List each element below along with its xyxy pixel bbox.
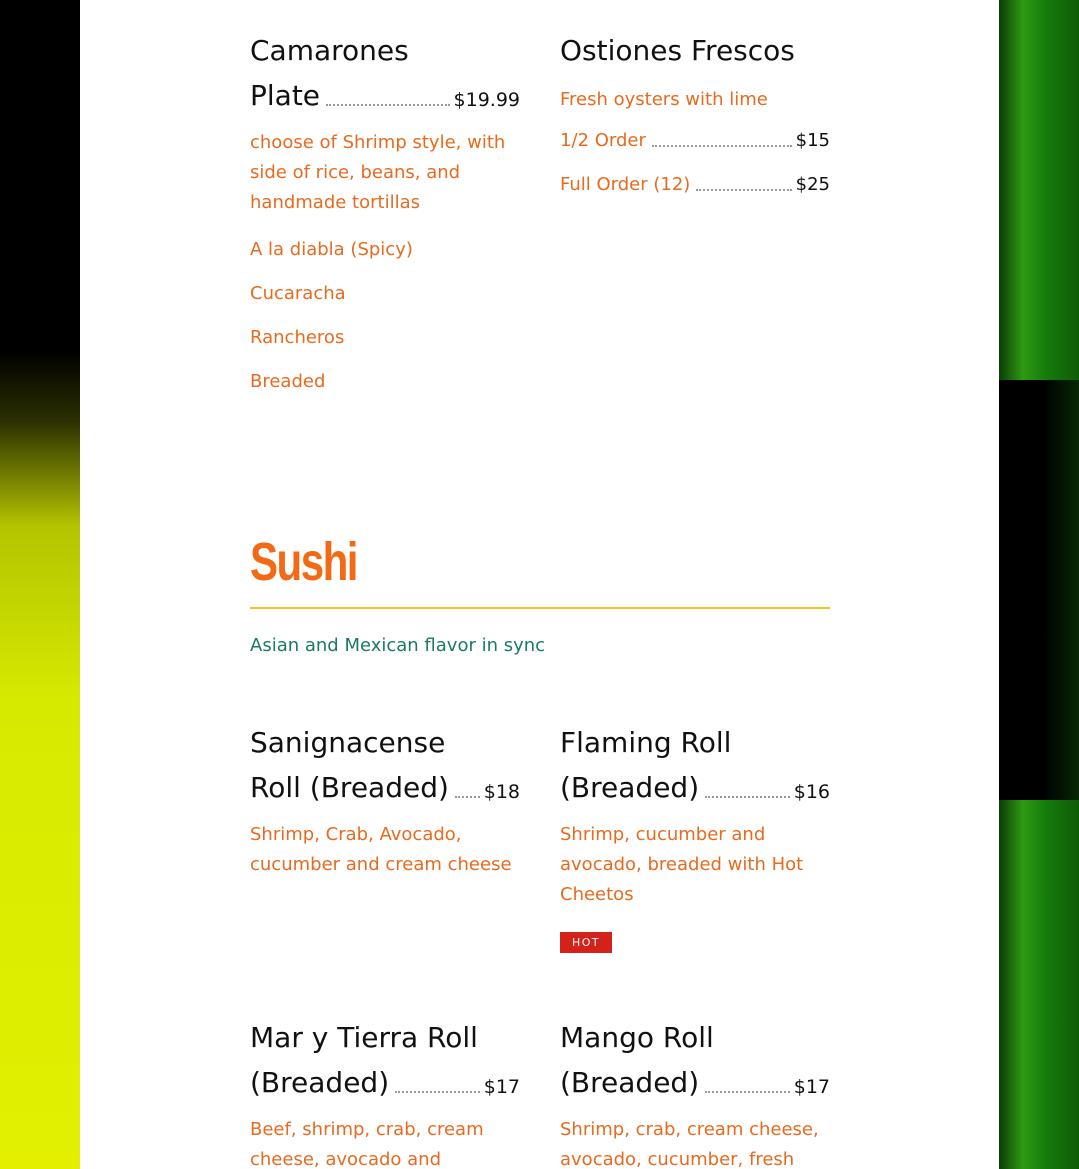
option-item: Cucaracha — [250, 283, 346, 304]
item-name-line1: Sanignacense — [250, 726, 446, 759]
menu-item-mar-y-tierra-roll — [250, 1015, 520, 1169]
item-title — [250, 28, 520, 118]
menu-item-flaming-roll — [560, 720, 830, 953]
item-price: $17 — [793, 1076, 830, 1098]
section-divider — [250, 607, 830, 609]
option-item: Rancheros — [250, 327, 345, 348]
item-title — [250, 720, 520, 810]
item-description: Fresh oysters with lime — [560, 89, 768, 110]
item-name-line2: Plate — [250, 79, 321, 112]
price-leader — [705, 1090, 790, 1093]
menu-page — [80, 0, 999, 1169]
variant-price: $15 — [795, 130, 830, 151]
hot-badge: HOT — [560, 932, 612, 953]
item-name-line2: (Breaded) — [560, 771, 700, 804]
item-description: Beef, shrimp, crab, cream cheese, avocado and — [250, 1119, 484, 1169]
price-leader — [395, 1090, 480, 1093]
item-name-line2: (Breaded) — [560, 1066, 700, 1099]
option-item: A la diabla (Spicy) — [250, 239, 413, 260]
variant-row — [560, 129, 830, 153]
price-leader — [326, 103, 449, 106]
item-name-line2: Roll (Breaded) — [250, 771, 449, 804]
price-leader — [705, 795, 790, 798]
item-title — [560, 720, 830, 810]
item-name-line2: (Breaded) — [250, 1066, 390, 1099]
menu-item-sanignacense-roll — [250, 720, 520, 880]
section-subtitle: Asian and Mexican flavor in sync — [250, 635, 546, 656]
price-leader — [455, 795, 480, 798]
section-title: Sushi — [250, 532, 357, 592]
price-leader — [652, 144, 792, 147]
item-name-line1: Mar y Tierra Roll — [250, 1021, 478, 1054]
price-leader — [696, 188, 791, 191]
item-price: $16 — [793, 781, 830, 803]
item-description: Shrimp, cucumber and avocado, breaded with Hot Cheetos — [560, 824, 804, 905]
item-price: $19.99 — [453, 89, 520, 111]
item-description: Shrimp, crab, cream cheese, avocado, cucumber, fresh — [560, 1119, 819, 1169]
background-right — [999, 0, 1079, 1169]
menu-item-mango-roll — [560, 1015, 830, 1169]
item-name-line1: Flaming Roll — [560, 726, 732, 759]
variant-label: 1/2 Order — [560, 130, 646, 151]
item-price: $17 — [483, 1076, 520, 1098]
variant-row — [560, 173, 830, 197]
menu-item-camarones — [250, 28, 520, 394]
item-title — [560, 1015, 830, 1105]
item-description: choose of Shrimp style, with side of rice, beans, and handmade tortillas — [250, 132, 506, 213]
variant-label: Full Order (12) — [560, 174, 691, 195]
variant-price: $25 — [795, 174, 830, 195]
item-title: Ostiones Frescos — [560, 34, 795, 67]
item-title — [250, 1015, 520, 1105]
item-name-line1: Mango Roll — [560, 1021, 714, 1054]
item-name-line1: Camarones — [250, 34, 409, 67]
item-description: Shrimp, Crab, Avocado, cucumber and cream cheese — [250, 824, 512, 875]
option-item: Breaded — [250, 371, 326, 392]
background-left — [0, 0, 80, 1169]
menu-item-ostiones — [560, 28, 830, 197]
item-price: $18 — [483, 781, 520, 803]
